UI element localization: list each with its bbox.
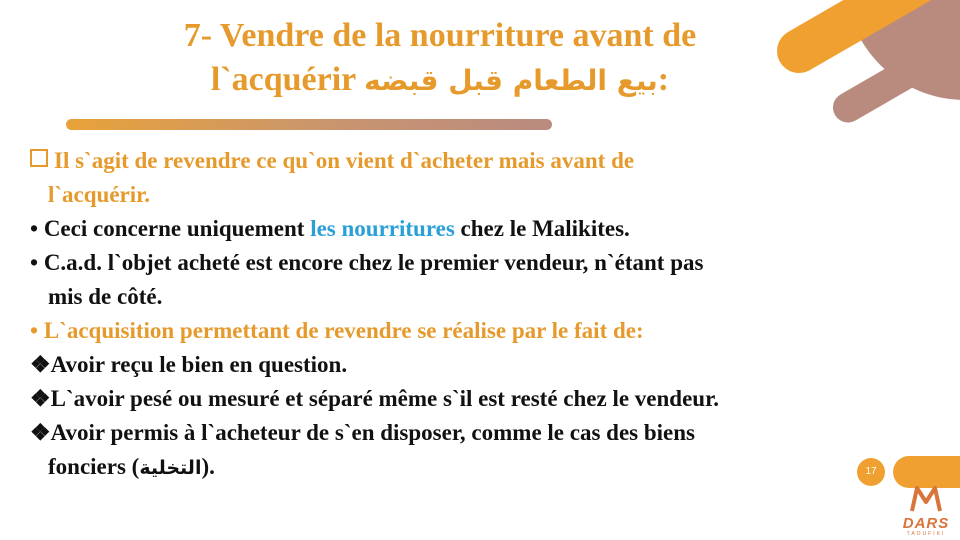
sub-item-3 bbox=[30, 416, 695, 450]
slide-title bbox=[60, 14, 820, 103]
item-1 bbox=[30, 144, 634, 178]
sub-item-3-text: Avoir permis à l`acheteur de s`en disposer, comme le cas des biens bbox=[50, 420, 695, 445]
sub-item-2 bbox=[30, 382, 719, 416]
title-colon: : bbox=[657, 61, 670, 98]
title-line-1: 7- Vendre de la nourriture avant de bbox=[183, 17, 697, 54]
logo-tagline: TAOUFIKI bbox=[906, 531, 946, 537]
item-2-text: Ceci concerne uniquement les nourritures chez le Malikites. bbox=[43, 216, 630, 241]
diamond-bullet-icon: ❖ bbox=[30, 352, 51, 377]
diamond-bullet-icon: ❖ bbox=[30, 386, 51, 411]
item-3-continued: mis de côté. bbox=[48, 284, 163, 309]
bullet-dot-icon: • bbox=[30, 250, 39, 275]
diamond-bullet-icon: ❖ bbox=[30, 420, 51, 445]
sub-item-1 bbox=[30, 348, 347, 382]
sub-item-2-text: L`avoir pesé ou mesuré et séparé même s`il est resté chez le vendeur. bbox=[50, 386, 719, 411]
highlight-text: les nourritures bbox=[310, 216, 455, 241]
checkbox-bullet-icon bbox=[30, 149, 48, 167]
sub-item-1-text: Avoir reçu le bien en question. bbox=[50, 352, 348, 377]
item-1-continued: l`acquérir. bbox=[48, 182, 150, 207]
title-line-2 bbox=[60, 58, 820, 103]
logo-name: DARS bbox=[902, 515, 950, 532]
title-arabic: بيع الطعام قبل قبضه bbox=[364, 64, 658, 97]
title-french: l`acquérir bbox=[210, 61, 365, 98]
sub-item-3-continued: fonciers (التخلية). bbox=[48, 454, 215, 479]
logo-mark-icon bbox=[909, 486, 943, 512]
item-3 bbox=[30, 246, 703, 280]
dars-logo bbox=[896, 486, 956, 540]
arabic-term: التخلية bbox=[139, 457, 202, 479]
item-4-text: L`acquisition permettant de revendre se réalise par le fait de: bbox=[43, 318, 644, 343]
item-3-text: C.a.d. l`objet acheté est encore chez le premier vendeur, n`étant pas bbox=[43, 250, 704, 275]
item-4 bbox=[30, 314, 644, 348]
page-number-badge: 17 bbox=[857, 458, 885, 486]
bullet-dot-icon: • bbox=[30, 318, 39, 343]
page-tab-decoration bbox=[893, 456, 960, 488]
item-1-text: Il s`agit de revendre ce qu`on vient d`acheter mais avant de bbox=[54, 148, 635, 173]
item-2 bbox=[30, 212, 630, 246]
title-underline-bar bbox=[66, 119, 552, 130]
bullet-dot-icon: • bbox=[30, 216, 39, 241]
